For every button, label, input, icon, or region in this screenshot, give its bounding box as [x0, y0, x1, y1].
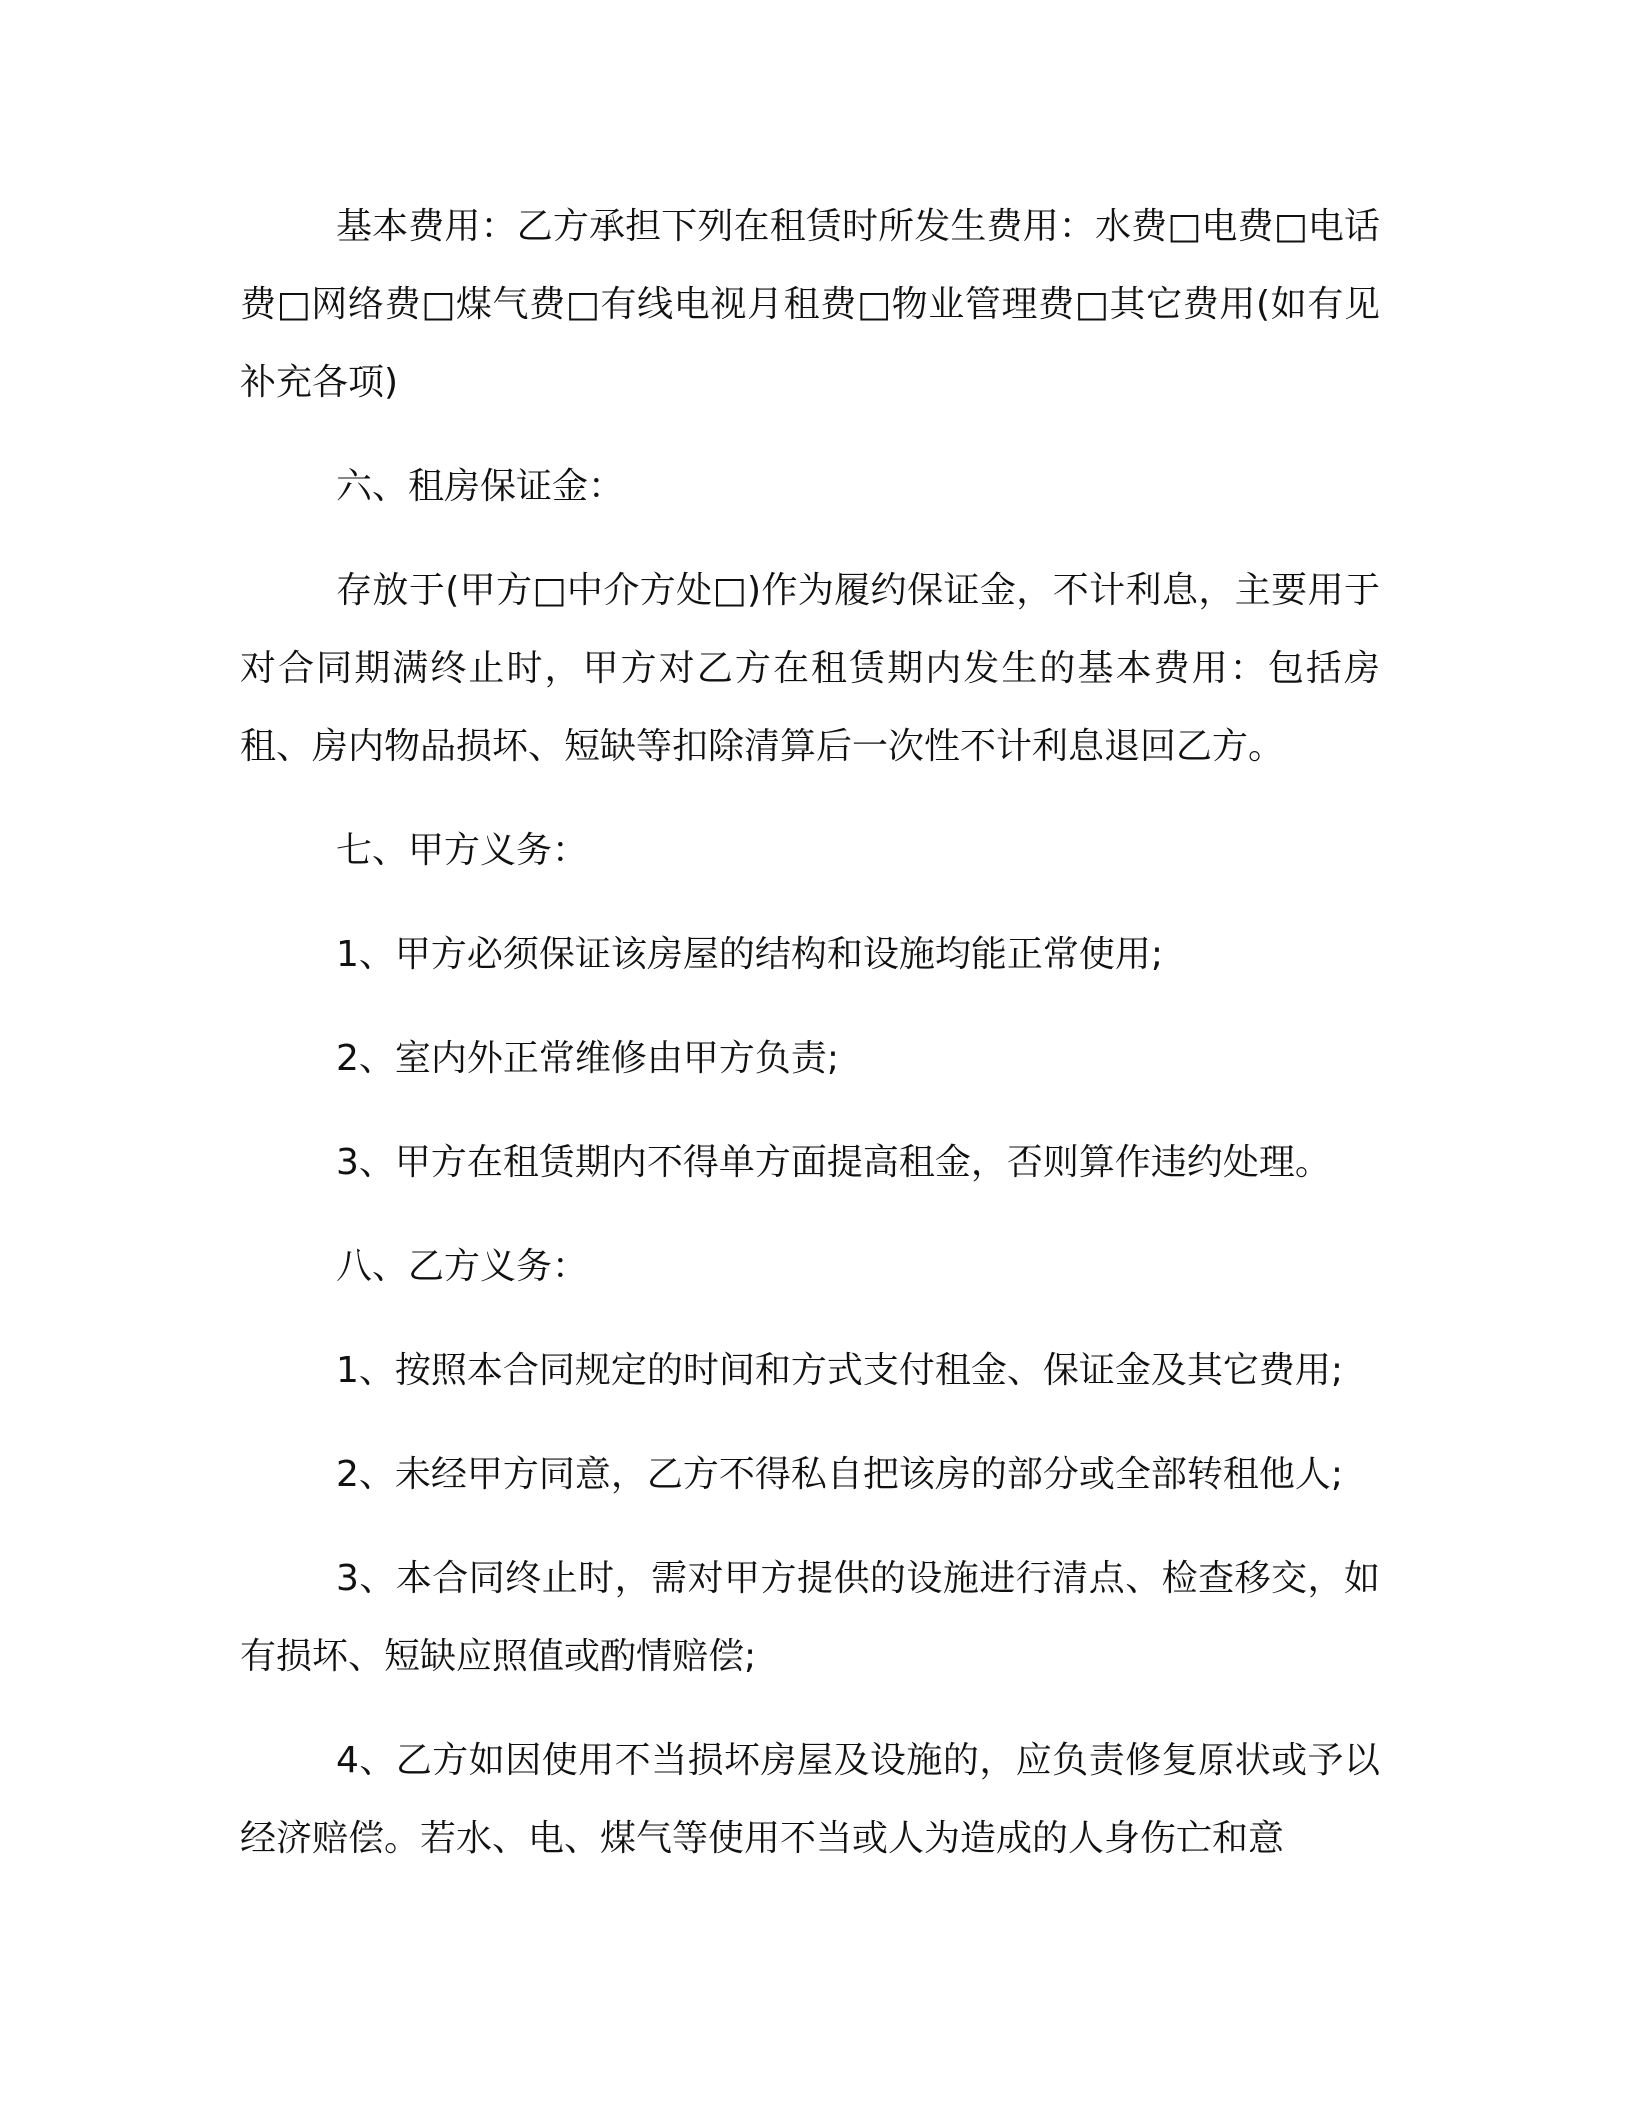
paragraph-party-b-item-4: 4、乙方如因使用不当损坏房屋及设施的，应负责修复原状或予以经济赔偿。若水、电、煤气等使用不当或人为造成的人身伤亡和意 [240, 1740, 1380, 1859]
paragraph-party-a-item-1: 1、甲方必须保证该房屋的结构和设施均能正常使用; [336, 934, 1164, 975]
paragraph-party-b-item-1: 1、按照本合同规定的时间和方式支付租金、保证金及其它费用; [336, 1350, 1344, 1391]
heading-section-6-deposit: 六、租房保证金： [336, 466, 625, 507]
paragraph-deposit-terms: 存放于(甲方□中介方处□)作为履约保证金，不计利息，主要用于对合同期满终止时，甲方对乙方在租赁期内发生的基本费用：包括房租、房内物品损坏、短缺等扣除清算后一次性不计利息退回乙方。 [240, 570, 1380, 767]
paragraph-party-a-item-3: 3、甲方在租赁期内不得单方面提高租金，否则算作违约处理。 [336, 1142, 1331, 1183]
paragraph-party-b-item-2: 2、未经甲方同意，乙方不得私自把该房的部分或全部转租他人; [336, 1454, 1344, 1495]
paragraph-party-b-item-3: 3、本合同终止时，需对甲方提供的设施进行清点、检查移交，如有损坏、短缺应照值或酌情赔偿; [240, 1558, 1380, 1677]
heading-section-8-party-b-obligations: 八、乙方义务： [336, 1246, 589, 1287]
heading-section-7-party-a-obligations: 七、甲方义务： [336, 830, 589, 871]
paragraph-party-a-item-2: 2、室内外正常维修由甲方负责; [336, 1038, 840, 1079]
paragraph-basic-fees: 基本费用：乙方承担下列在租赁时所发生费用：水费□电费□电话费□网络费□煤气费□有线电视月租费□物业管理费□其它费用(如有见补充各项) [240, 206, 1380, 403]
document-body [240, 188, 1380, 1904]
